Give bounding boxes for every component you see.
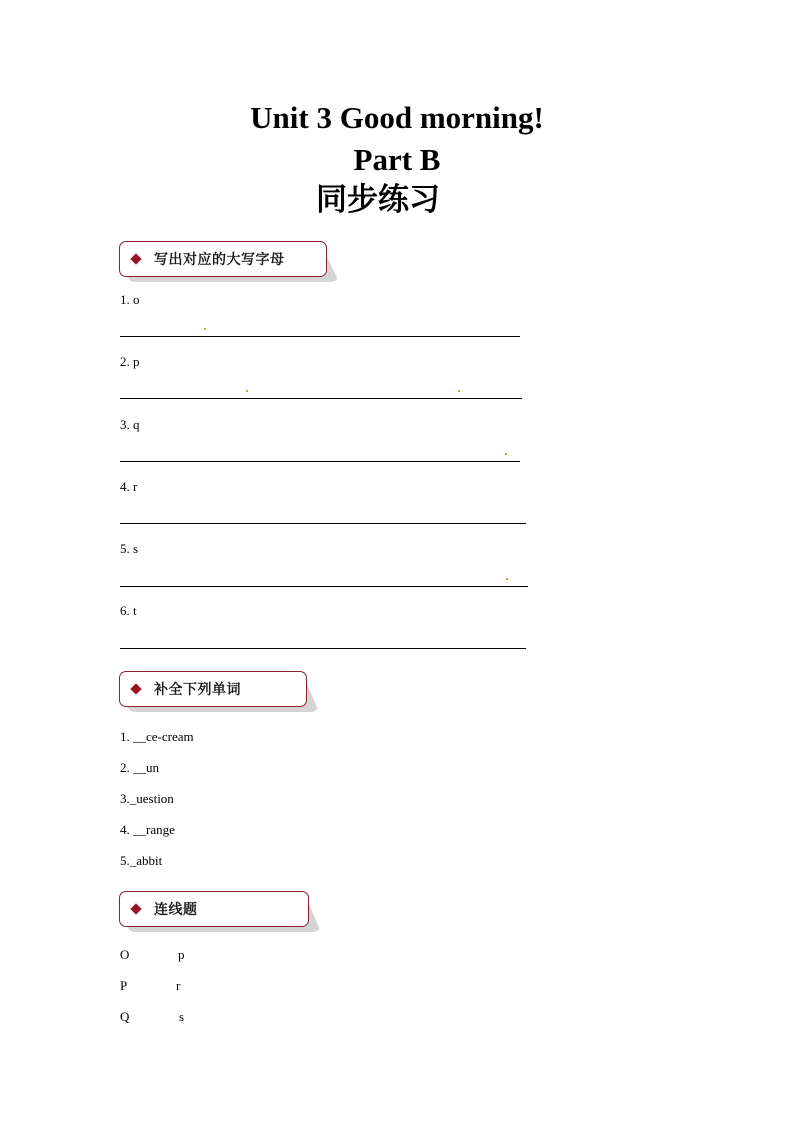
question-item: 3. q (120, 417, 140, 432)
section-title: 补全下列单词 (154, 682, 241, 698)
diamond-icon (130, 683, 141, 694)
question-item: 2. p (120, 354, 140, 369)
question-item: 6. t (120, 603, 137, 618)
word-item: 5._abbit (120, 853, 163, 868)
question-item: 1. o (120, 292, 140, 307)
match-right[interactable]: s (179, 1009, 185, 1024)
answer-line[interactable] (120, 648, 526, 649)
tick-mark (506, 578, 508, 580)
page-heading-chinese: 同步练习 (316, 182, 440, 218)
diamond-icon (130, 903, 141, 914)
word-item: 2. __un (120, 760, 159, 775)
question-item: 4. r (120, 479, 138, 494)
word-item: 3._uestion (120, 791, 174, 806)
section-title: 连线题 (154, 902, 198, 918)
diamond-icon (130, 253, 141, 264)
section-header-complete-words (119, 671, 307, 707)
section-header-uppercase (119, 241, 327, 277)
header-box (119, 891, 309, 927)
answer-line[interactable] (120, 336, 520, 337)
word-item: 4. __range (120, 822, 175, 837)
match-left[interactable]: Q (120, 1009, 130, 1024)
match-right[interactable]: r (176, 978, 181, 993)
section-header-matching (119, 891, 309, 927)
match-left[interactable]: P (120, 978, 128, 993)
answer-line[interactable] (120, 461, 520, 462)
match-right[interactable]: p (178, 947, 185, 962)
header-box (119, 241, 327, 277)
page-subtitle: Part B (353, 142, 441, 177)
section-title: 写出对应的大写字母 (154, 252, 285, 268)
header-box (119, 671, 307, 707)
word-item: 1. __ce-cream (120, 729, 194, 744)
page-title: Unit 3 Good morning! (250, 100, 544, 135)
match-left[interactable]: O (120, 947, 130, 962)
tick-mark (246, 390, 248, 392)
tick-mark (204, 328, 206, 330)
tick-mark (505, 453, 507, 455)
answer-line[interactable] (120, 398, 522, 399)
answer-line[interactable] (120, 586, 528, 587)
question-item: 5. s (120, 541, 139, 556)
answer-line[interactable] (120, 523, 526, 524)
tick-mark (458, 390, 460, 392)
